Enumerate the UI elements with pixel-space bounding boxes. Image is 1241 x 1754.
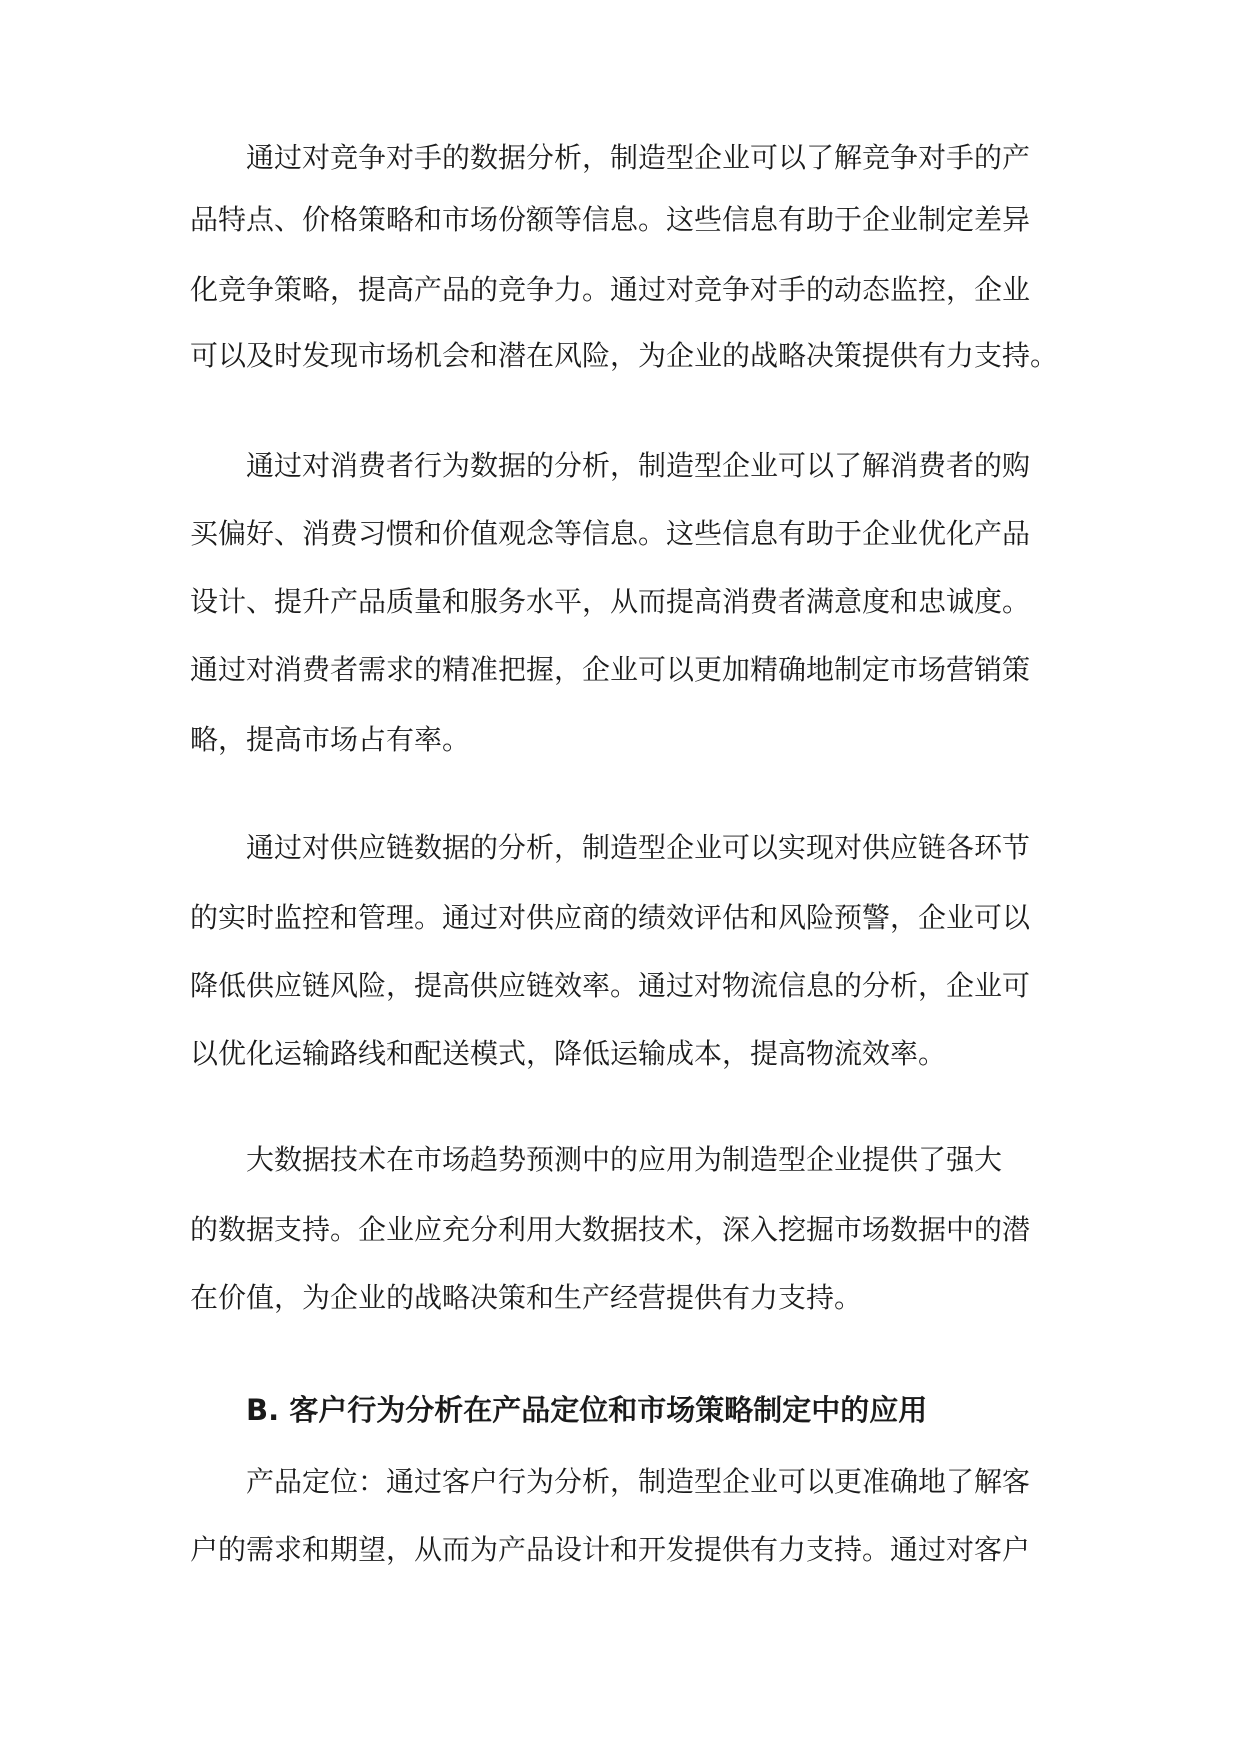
paragraph-line: 品特点、价格策略和市场份额等信息。这些信息有助于企业制定差异 bbox=[190, 203, 1031, 236]
paragraph-line: 买偏好、消费习惯和价值观念等信息。这些信息有助于企业优化产品 bbox=[190, 517, 1031, 550]
paragraph-line: 通过对消费者行为数据的分析，制造型企业可以了解消费者的购 bbox=[246, 449, 1031, 482]
paragraph-line: 通过对消费者需求的精准把握，企业可以更加精确地制定市场营销策 bbox=[190, 653, 1031, 686]
paragraph-line: 大数据技术在市场趋势预测中的应用为制造型企业提供了强大 bbox=[246, 1143, 1003, 1176]
paragraph-line: 以优化运输路线和配送模式，降低运输成本，提高物流效率。 bbox=[190, 1037, 947, 1070]
paragraph-line: 产品定位：通过客户行为分析，制造型企业可以更准确地了解客 bbox=[246, 1465, 1031, 1498]
paragraph-line: 的实时监控和管理。通过对供应商的绩效评估和风险预警，企业可以 bbox=[190, 901, 1031, 934]
section-heading: B. 客户行为分析在产品定位和市场策略制定中的应用 bbox=[246, 1393, 928, 1427]
paragraph-line: 通过对供应链数据的分析，制造型企业可以实现对供应链各环节 bbox=[246, 831, 1031, 864]
paragraph-line: 户的需求和期望，从而为产品设计和开发提供有力支持。通过对客户 bbox=[190, 1533, 1031, 1566]
paragraph-line: 通过对竞争对手的数据分析，制造型企业可以了解竞争对手的产 bbox=[246, 141, 1031, 174]
paragraph-line: 的数据支持。企业应充分利用大数据技术，深入挖掘市场数据中的潜 bbox=[190, 1213, 1031, 1246]
paragraph-line: 设计、提升产品质量和服务水平，从而提高消费者满意度和忠诚度。 bbox=[190, 585, 1031, 618]
paragraph-line: 在价值，为企业的战略决策和生产经营提供有力支持。 bbox=[190, 1281, 863, 1314]
paragraph-line: 略，提高市场占有率。 bbox=[190, 723, 471, 756]
paragraph-line: 可以及时发现市场机会和潜在风险，为企业的战略决策提供有力支持。 bbox=[190, 339, 1059, 372]
paragraph-line: 降低供应链风险，提高供应链效率。通过对物流信息的分析，企业可 bbox=[190, 969, 1031, 1002]
paragraph-line: 化竞争策略，提高产品的竞争力。通过对竞争对手的动态监控，企业 bbox=[190, 273, 1031, 306]
